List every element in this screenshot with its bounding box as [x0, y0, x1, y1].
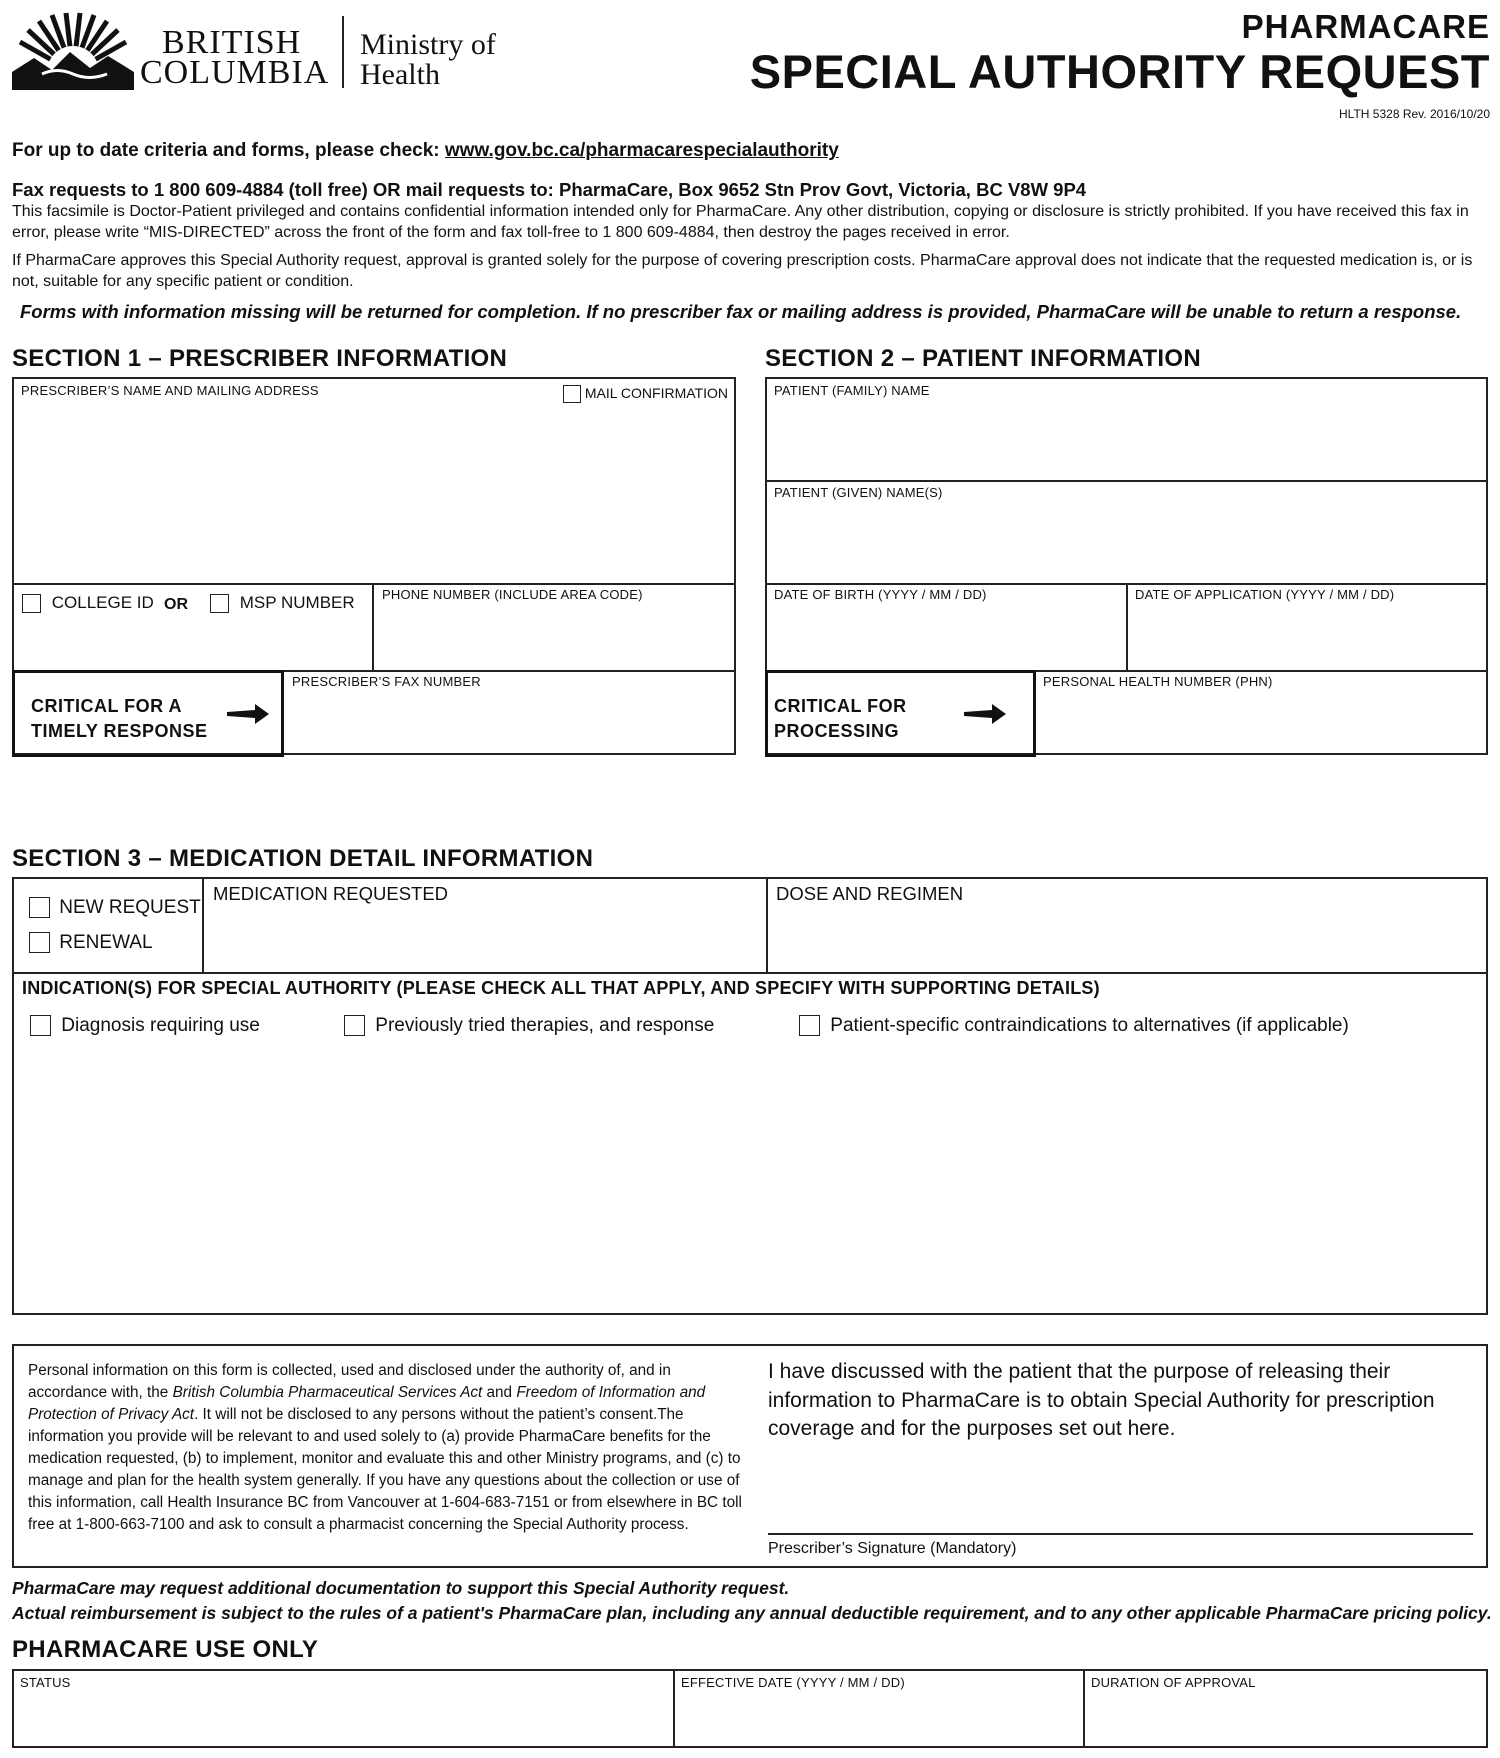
new-request-label: NEW REQUEST [59, 897, 201, 918]
divider [372, 583, 374, 671]
criteria-line [12, 140, 839, 162]
previous-therapies-checkbox[interactable] [344, 1015, 365, 1036]
criteria-prefix: For up to date criteria and forms, please check: [12, 140, 445, 161]
mail-confirmation-option[interactable] [563, 385, 728, 403]
msp-number-option[interactable] [210, 593, 355, 613]
divider [766, 879, 768, 973]
critical-line1: CRITICAL FOR A [31, 696, 182, 716]
divider [673, 1671, 675, 1746]
diagnosis-label: Diagnosis requiring use [61, 1015, 260, 1036]
previous-therapies-label: Previously tried therapies, and response [375, 1015, 715, 1036]
prescriber-info-box [12, 377, 736, 755]
bc-logo [12, 12, 512, 92]
dose-regimen-label: DOSE AND REGIMEN [776, 883, 964, 904]
signature-line[interactable] [768, 1533, 1473, 1535]
college-id-label: COLLEGE ID [51, 593, 154, 612]
section3-title: SECTION 3 – MEDICATION DETAIL INFORMATION [12, 845, 594, 872]
critical-line2: PROCESSING [774, 721, 900, 741]
fax-instructions: Fax requests to 1 800 609-4884 (toll free) OR mail requests to: PharmaCare, Box 9652 Stn Prov Govt, Victoria, BC V8W 9P4 [12, 179, 1087, 200]
mail-confirmation-checkbox[interactable] [563, 385, 581, 403]
logo-text-line1: BRITISH [162, 24, 302, 61]
privacy-notice [28, 1360, 748, 1536]
college-id-option[interactable] [22, 593, 154, 613]
divider [14, 583, 734, 585]
privacy-signature-box [12, 1344, 1488, 1568]
logo-divider [342, 16, 344, 88]
criteria-link[interactable]: www.gov.bc.ca/pharmacarespecialauthority [444, 140, 839, 161]
new-request-checkbox[interactable] [29, 897, 50, 918]
form-number: HLTH 5328 Rev. 2016/10/20 [1339, 107, 1490, 121]
consent-statement: I have discussed with the patient that the purpose of releasing their information to PharmaCare is to obtain Special Authority for prescription coverage and for the purposes set out here. [768, 1360, 1435, 1440]
reimbursement-note: Actual reimbursement is subject to the rules of a patient's PharmaCare plan, including any annual deductible requirement, and to any other applicable PharmaCare pricing policy. [12, 1603, 1492, 1623]
critical-line1: CRITICAL FOR [774, 696, 907, 716]
section1-title: SECTION 1 – PRESCRIBER INFORMATION [12, 345, 508, 372]
renewal-checkbox[interactable] [29, 932, 50, 953]
effective-date-label: EFFECTIVE DATE (YYYY / MM / DD) [681, 1675, 905, 1690]
page-title: SPECIAL AUTHORITY REQUEST [749, 45, 1490, 98]
confidential-notice: This facsimile is Doctor-Patient privileged and contains confidential information intended only for PharmaCare. Any other distribution, copying or disclosure is strictly prohibited. If you have received this fax in error, please write “MIS-DIRECTED” across the front of the form and fax toll-free to 1 800 609-4884, then destroy the pages received in error. [12, 203, 1469, 241]
arrow-right-icon [964, 704, 1006, 724]
given-names-label: PATIENT (GIVEN) NAME(S) [774, 485, 943, 500]
or-label: OR [164, 596, 188, 613]
program-name: PHARMACARE [1241, 8, 1490, 45]
critical-timely-response [12, 670, 284, 757]
contraindications-checkbox[interactable] [799, 1015, 820, 1036]
divider [767, 480, 1486, 482]
previous-therapies-option[interactable] [344, 1015, 714, 1037]
prescriber-name-label: PRESCRIBER’S NAME AND MAILING ADDRESS [21, 383, 319, 398]
approval-note: If PharmaCare approves this Special Authority request, approval is granted solely for the purpose of covering prescription costs. PharmaCare approval does not indicate that the requested medication is, or is not, suitable for any specific patient or condition. [12, 252, 1473, 290]
sun-mountain-icon [12, 12, 134, 90]
msp-number-checkbox[interactable] [210, 594, 229, 613]
mail-confirmation-label: MAIL CONFIRMATION [584, 385, 728, 401]
date-of-birth-label: DATE OF BIRTH (YYYY / MM / DD) [774, 587, 987, 602]
critical-line2: TIMELY RESPONSE [31, 721, 208, 741]
privacy-text-part2: . It will not be disclosed to any persons without the patient’s consent.The information you provide will be relevant to and used solely to (a) provide PharmaCare benefits for the medication requested, (b) to implement, monitor and evaluate this and other Ministry programs, and (c) to manage and plan for the health system generally. If you have any questions about the collection or use of this information, call Health Insurance BC from Vancouver at 1-604-683-7151 or from elsewhere in BC toll free at 1-800-663-7100 and ask to consult a pharmacist concerning the Special Authority process. [28, 1406, 742, 1533]
duration-label: DURATION OF APPROVAL [1091, 1675, 1256, 1690]
msp-number-label: MSP NUMBER [239, 593, 355, 612]
renewal-option[interactable] [29, 932, 153, 954]
ministry-line2: Health [360, 58, 440, 91]
signature-label: Prescriber’s Signature (Mandatory) [768, 1540, 1017, 1557]
critical-for-processing [765, 670, 1036, 757]
diagnosis-checkbox[interactable] [30, 1015, 51, 1036]
renewal-label: RENEWAL [59, 932, 153, 953]
patient-info-box [765, 377, 1488, 755]
ministry-line1: Ministry of [360, 28, 496, 61]
divider [14, 972, 1486, 974]
privacy-act1: British Columbia Pharmaceutical Services Act [172, 1384, 483, 1401]
pharmacare-use-box [12, 1669, 1488, 1748]
contraindications-label: Patient-specific contraindications to alternatives (if applicable) [830, 1015, 1349, 1036]
divider [1083, 1671, 1085, 1746]
privacy-and: and [482, 1384, 517, 1401]
section2-title: SECTION 2 – PATIENT INFORMATION [765, 345, 1201, 372]
privacy-text-part1: Personal information on this form is collected, used and disclosed under the authority of, and in accordance with, the [28, 1362, 671, 1401]
medication-detail-box [12, 877, 1488, 1315]
contraindications-option[interactable] [799, 1015, 1349, 1037]
pharmacare-use-only-title: PHARMACARE USE ONLY [12, 1636, 319, 1663]
new-request-option[interactable] [29, 897, 201, 919]
diagnosis-option[interactable] [30, 1015, 260, 1037]
status-label: STATUS [20, 1675, 71, 1690]
documentation-note: PharmaCare may request additional documentation to support this Special Authority request. [12, 1578, 790, 1598]
privacy-act2: Freedom of Information and Protection of Privacy Act [28, 1384, 706, 1423]
phn-label: PERSONAL HEALTH NUMBER (PHN) [1043, 674, 1273, 689]
phone-number-label: PHONE NUMBER (INCLUDE AREA CODE) [382, 587, 643, 602]
college-id-checkbox[interactable] [22, 594, 41, 613]
divider [202, 879, 204, 973]
family-name-label: PATIENT (FAMILY) NAME [774, 383, 930, 398]
date-of-application-label: DATE OF APPLICATION (YYYY / MM / DD) [1135, 587, 1395, 602]
arrow-right-icon [227, 704, 269, 724]
medication-requested-label: MEDICATION REQUESTED [213, 883, 449, 904]
logo-text-line2: COLUMBIA [140, 54, 330, 91]
indications-heading: INDICATION(S) FOR SPECIAL AUTHORITY (PLEASE CHECK ALL THAT APPLY, AND SPECIFY WITH SUPPORTING DETAILS) [22, 978, 1100, 998]
divider [1126, 583, 1128, 671]
missing-info-warning: Forms with information missing will be returned for completion. If no prescriber fax or mailing address is provided, PharmaCare will be unable to return a response. [20, 301, 1462, 322]
prescriber-fax-label: PRESCRIBER’S FAX NUMBER [292, 674, 481, 689]
supporting-details-area[interactable] [14, 1049, 1486, 1313]
